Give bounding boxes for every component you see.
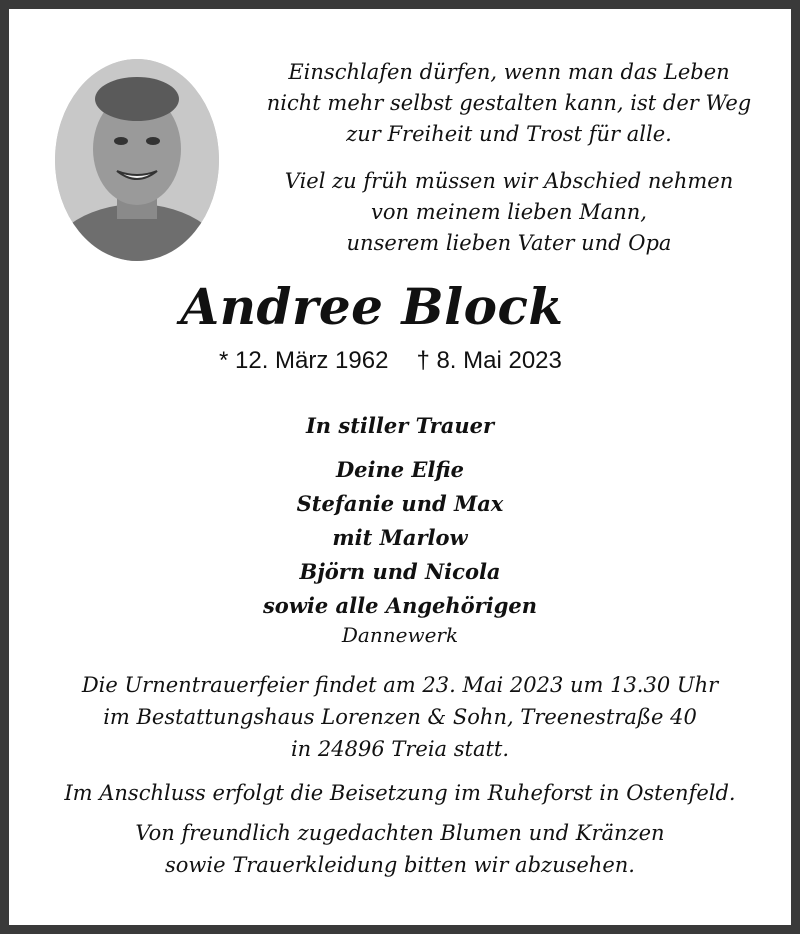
mourner-name: mit Marlow — [332, 525, 468, 550]
birth-date: * 12. März 1962 — [219, 347, 389, 374]
mourner-name: Stefanie und Max — [296, 491, 504, 516]
burial-info — [9, 777, 791, 809]
ceremony-info — [9, 669, 791, 765]
request-info — [9, 817, 791, 881]
quote-line: nicht mehr selbst gestalten kann, ist der Weg — [266, 91, 752, 115]
mourners-list — [9, 409, 791, 623]
obituary-card — [9, 9, 791, 925]
ceremony-line: Die Urnentrauerfeier findet am 23. Mai 2023 um 13.30 Uhr — [81, 673, 719, 697]
deceased-name: Andree Block — [180, 277, 564, 336]
mourner-name: Björn und Nicola — [299, 559, 501, 584]
burial-line: Im Anschluss erfolgt die Beisetzung im Ruheforst in Ostenfeld. — [64, 781, 736, 805]
farewell-line: unserem lieben Vater und Opa — [346, 231, 672, 255]
quote-line: Einschlafen dürfen, wenn man das Leben — [288, 60, 730, 84]
farewell-line: von meinem lieben Mann, — [371, 200, 647, 224]
death-date: † 8. Mai 2023 — [416, 347, 562, 374]
portrait-photo — [55, 59, 219, 261]
deceased-name-row — [9, 277, 791, 336]
quote-text — [249, 57, 769, 259]
quote-line: zur Freiheit und Trost für alle. — [346, 122, 672, 146]
place-name: Dannewerk — [341, 623, 459, 647]
request-line: sowie Trauerkleidung bitten wir abzusehen. — [165, 853, 635, 877]
mourner-name: Deine Elfie — [335, 457, 465, 482]
farewell-line: Viel zu früh müssen wir Abschied nehmen — [284, 169, 734, 193]
portrait-image — [55, 59, 219, 261]
ceremony-line: im Bestattungshaus Lorenzen & Sohn, Treenestraße 40 — [103, 705, 697, 729]
mourner-name: sowie alle Angehörigen — [262, 593, 538, 618]
request-line: Von freundlich zugedachten Blumen und Kränzen — [135, 821, 665, 845]
mourning-heading: In stiller Trauer — [305, 413, 495, 438]
life-dates — [219, 347, 562, 375]
ceremony-line: in 24896 Treia statt. — [290, 737, 510, 761]
